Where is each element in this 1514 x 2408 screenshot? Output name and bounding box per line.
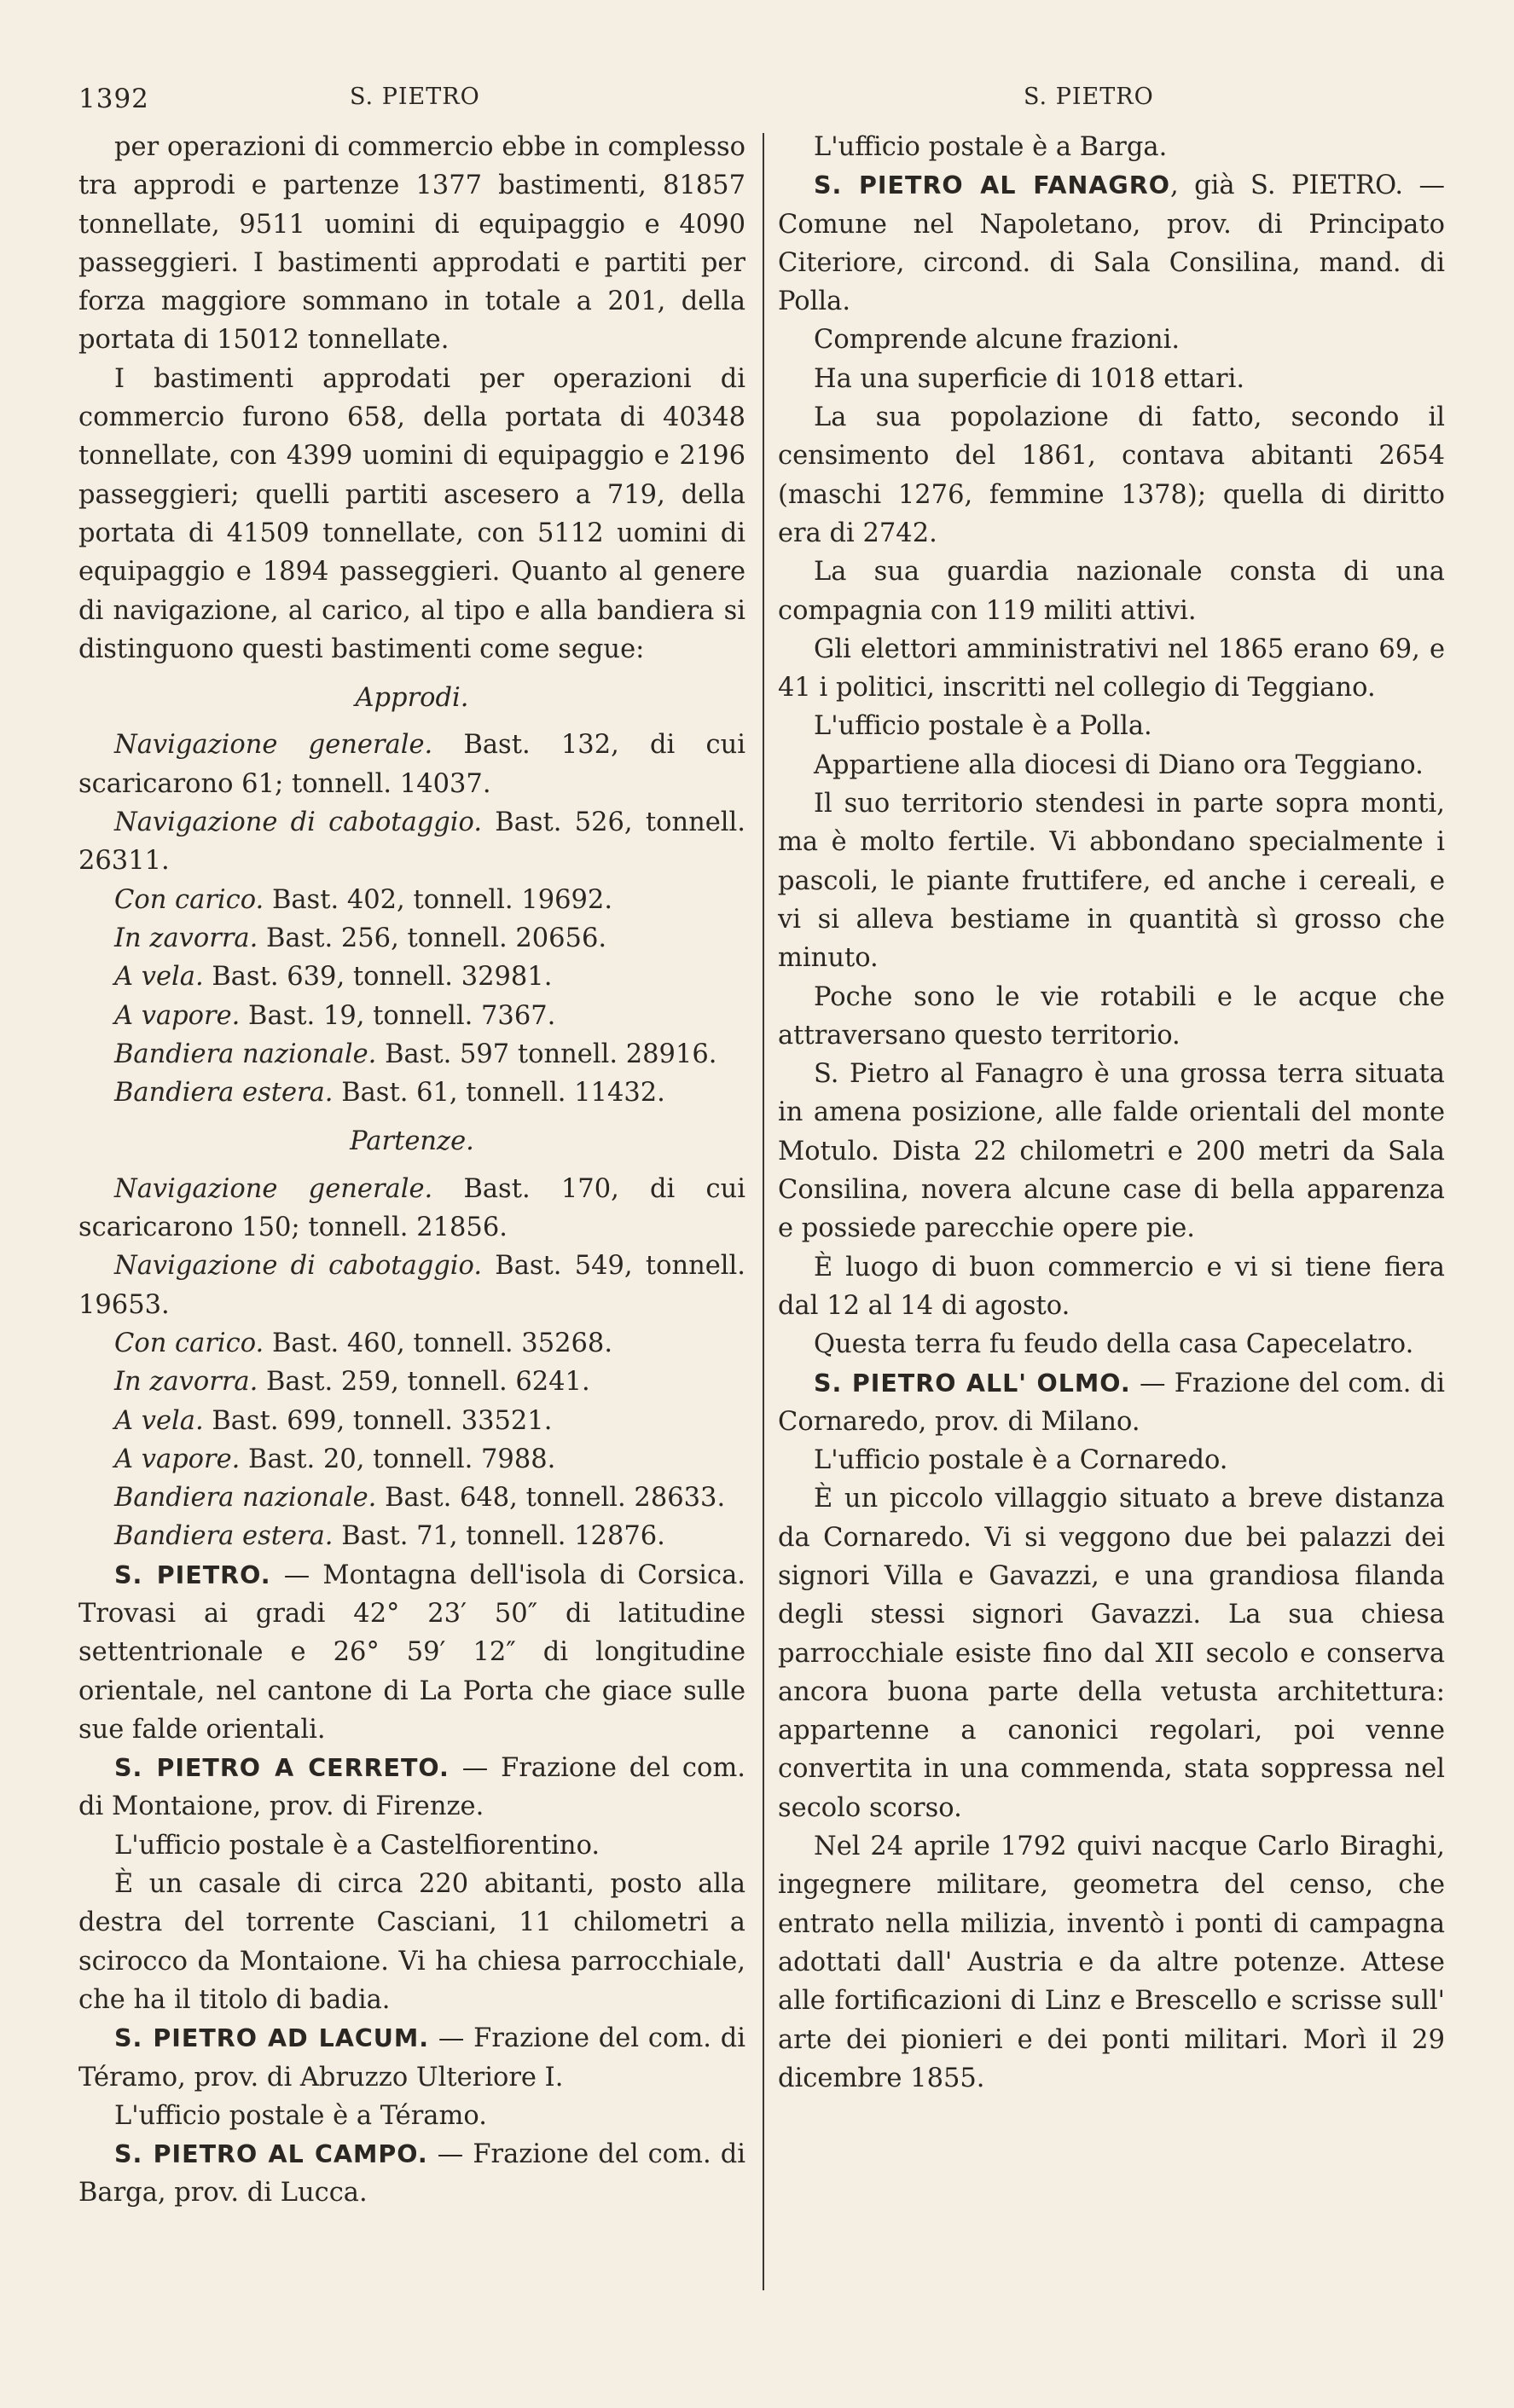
- paragraph-text: Questa terra fu feudo della casa Capecelatro.: [814, 1329, 1414, 1360]
- paragraph-text: La sua popolazione di fatto, secondo il censimento del 1861, contava abitanti 2654 (maschi 1276, femmine 1378); quella di diritto era di 2742.: [778, 402, 1445, 548]
- stat-label: Navigazione generale.: [114, 730, 433, 761]
- paragraph: [778, 784, 1445, 977]
- paragraph-text: — Frazione del com. di Montaione, prov. di Firenze.: [78, 1753, 745, 1822]
- stat-label: Bandiera nazionale.: [114, 1039, 377, 1069]
- stat-label: A vela.: [114, 1405, 204, 1436]
- paragraph-text: — Frazione del com. di Téramo, prov. di Abruzzo Ulteriore I.: [78, 2023, 745, 2093]
- entry-headword: S. PIETRO ALL' OLMO.: [814, 1369, 1131, 1398]
- paragraph-text: La sua guardia nazionale consta di una compagnia con 119 militi attivi.: [778, 557, 1445, 626]
- paragraph: [78, 1865, 745, 2019]
- paragraph-text: Appartiene alla diocesi di Diano ora Teggiano.: [814, 750, 1424, 780]
- stat-label: Con carico.: [114, 1328, 264, 1358]
- paragraph-text: Bast. 549, tonnell. 19653.: [78, 1251, 745, 1320]
- stat-label: Navigazione di cabotaggio.: [114, 1251, 483, 1282]
- paragraph-text: , già S. PIETRO. — Comune nel Napoletano, prov. di Principato Citeriore, circond. di Sala Consilina, mand. di Polla.: [778, 171, 1445, 317]
- paragraph: [778, 1479, 1445, 1827]
- paragraph: [78, 919, 745, 958]
- paragraph: [78, 360, 745, 669]
- paragraph: [78, 1170, 745, 1247]
- stat-label: A vapore.: [114, 1444, 241, 1474]
- stat-label: A vela.: [114, 962, 204, 993]
- paragraph-text: — Frazione del com. di Cornaredo, prov. di Milano.: [778, 1368, 1445, 1437]
- paragraph-text: L'ufficio postale è a Téramo.: [114, 2100, 487, 2131]
- paragraph: [778, 398, 1445, 553]
- paragraph: [78, 881, 745, 919]
- left-column: [78, 128, 745, 2213]
- entry-paragraph: [78, 1749, 745, 1826]
- paragraph-text: Bast. 256, tonnell. 20656.: [258, 923, 607, 953]
- section-title: Partenze.: [350, 1126, 474, 1157]
- paragraph-text: Bast. 170, di cui scaricarono 150; tonnell. 21856.: [78, 1173, 746, 1243]
- paragraph-text: L'ufficio postale è a Cornaredo.: [814, 1445, 1228, 1476]
- stat-label: Navigazione generale.: [114, 1173, 433, 1204]
- paragraph-text: Bast. 20, tonnell. 7988.: [240, 1444, 556, 1474]
- page-number: 1392: [78, 84, 149, 114]
- paragraph: [778, 630, 1445, 708]
- stat-label: In zavorra.: [114, 1367, 258, 1398]
- paragraph: [778, 1055, 1445, 1247]
- paragraph-text: Gli elettori amministrativi nel 1865 erano 69, e 41 i politici, inscritti nel collegio di Teggiano.: [778, 634, 1445, 703]
- paragraph-text: Bast. 71, tonnell. 12876.: [333, 1521, 665, 1552]
- paragraph-text: Bast. 259, tonnell. 6241.: [258, 1367, 590, 1398]
- paragraph-text: — Montagna dell'isola di Corsica. Trovasi ai gradi 42° 23′ 50″ di latitudine settentrionale e 26° 59′ 12″ di longitudine orientale, nel cantone di La Porta che giace sulle sue falde orientali.: [78, 1560, 745, 1745]
- entry-headword: S. PIETRO.: [114, 1560, 271, 1589]
- right-column: [778, 128, 1445, 2098]
- paragraph: [78, 1402, 745, 1440]
- entry-headword: S. PIETRO AL FANAGRO: [814, 171, 1170, 200]
- running-head-left: S. PIETRO: [350, 84, 480, 110]
- paragraph: [78, 958, 745, 996]
- paragraph-text: Ha una superficie di 1018 ettari.: [814, 363, 1245, 394]
- paragraph-text: È un piccolo villaggio situato a breve distanza da Cornaredo. Vi si veggono due bei palazzi dei signori Villa e Gavazzi, e una grandiosa filanda degli stessi signori Gavazzi. La sua chiesa parrocchiale esiste fino dal XII secolo e conserva ancora buona parte della vetusta architettura: appartenne a canonici regolari, poi venne convertita in una commenda, stata soppressa nel secolo scorso.: [778, 1484, 1445, 1823]
- paragraph: [778, 978, 1445, 1056]
- paragraph-text: Il suo territorio stendesi in parte sopra monti, ma è molto fertile. Vi abbondano specialmente i pascoli, le piante fruttifere, ed anche i cereali, e vi si alleva bestiame in quantità sì grosso che minuto.: [778, 789, 1445, 974]
- paragraph-text: Bast. 460, tonnell. 35268.: [264, 1328, 613, 1358]
- paragraph-text: S. Pietro al Fanagro è una grossa terra situata in amena posizione, alle falde orientali del monte Motulo. Dista 22 chilometri e 200 metri da Sala Consilina, novera alcune case di bella apparenza e possiede parecchie opere pie.: [778, 1059, 1445, 1244]
- paragraph-text: Bast. 402, tonnell. 19692.: [264, 884, 613, 915]
- paragraph-text: Bast. 597 tonnell. 28916.: [376, 1039, 717, 1069]
- section-title: Approdi.: [355, 683, 469, 714]
- entry-headword: S. PIETRO AL CAMPO.: [114, 2140, 428, 2169]
- paragraph-text: L'ufficio postale è a Castelfiorentino.: [114, 1830, 600, 1861]
- paragraph-text: L'ufficio postale è a Barga.: [814, 132, 1168, 162]
- paragraph-text: Poche sono le vie rotabili e le acque che attraversano questo territorio.: [778, 981, 1445, 1051]
- paragraph-text: Nel 24 aprile 1792 quivi nacque Carlo Biraghi, ingegnere militare, geometra del censo, che entrato nella milizia, inventò i ponti di campagna adottati dall' Austria e da altre potenze. Attese alle fortificazioni di Linz e Brescello e scrisse sull' arte dei pionieri e dei ponti militari. Morì il 29 dicembre 1855.: [778, 1832, 1445, 2093]
- entry-headword: S. PIETRO AD LACUM.: [114, 2024, 430, 2053]
- entry-paragraph: [778, 166, 1445, 321]
- stat-label: Bandiera estera.: [114, 1078, 334, 1108]
- paragraph-text: per operazioni di commercio ebbe in complesso tra approdi e partenze 1377 bastimenti, 81857 tonnellate, 9511 uomini di equipaggio e 4090 passeggieri. I bastimenti approdati e partiti per forza maggiore sommano in totale a 201, della portata di 15012 tonnellate.: [78, 132, 745, 356]
- paragraph: [778, 1827, 1445, 2098]
- paragraph-text: È luogo di buon commercio e vi si tiene fiera dal 12 al 14 di agosto.: [778, 1252, 1445, 1321]
- paragraph: [778, 1325, 1445, 1363]
- paragraph: [78, 1517, 745, 1555]
- paragraph-text: Bast. 699, tonnell. 33521.: [203, 1405, 553, 1436]
- paragraph: [778, 321, 1445, 359]
- paragraph: [78, 726, 745, 803]
- paragraph: [78, 1247, 745, 1324]
- stat-label: In zavorra.: [114, 923, 258, 953]
- entry-headword: S. PIETRO A CERRETO.: [114, 1754, 450, 1783]
- paragraph-text: Bast. 61, tonnell. 11432.: [333, 1078, 665, 1108]
- paragraph-text: Bast. 639, tonnell. 32981.: [203, 962, 553, 993]
- paragraph-text: — Frazione del com. di Barga, prov. di Lucca.: [78, 2139, 746, 2208]
- paragraph-text: Comprende alcune frazioni.: [814, 325, 1180, 356]
- paragraph: [78, 1440, 745, 1479]
- paragraph: [78, 997, 745, 1035]
- paragraph: [778, 128, 1445, 166]
- paragraph-text: L'ufficio postale è a Polla.: [814, 711, 1152, 742]
- paragraph-text: Bast. 648, tonnell. 28633.: [376, 1483, 726, 1514]
- paragraph-text: Bast. 526, tonnell. 26311.: [78, 807, 745, 877]
- paragraph: [778, 360, 1445, 398]
- paragraph: [78, 128, 745, 360]
- column-divider: [763, 133, 764, 2290]
- paragraph-text: È un casale di circa 220 abitanti, posto alla destra del torrente Casciani, 11 chilometri a scirocco da Montaione. Vi ha chiesa parrocchiale, che ha il titolo di badia.: [78, 1869, 745, 2015]
- stat-label: A vapore.: [114, 1000, 241, 1031]
- paragraph: [78, 1363, 745, 1401]
- entry-paragraph: [78, 2019, 745, 2097]
- paragraph: [778, 746, 1445, 784]
- paragraph-text: Bast. 132, di cui scaricarono 61; tonnell. 14037.: [78, 730, 746, 799]
- paragraph: [78, 2097, 745, 2135]
- stat-label: Navigazione di cabotaggio.: [114, 807, 483, 838]
- stat-label: Bandiera estera.: [114, 1521, 334, 1552]
- entry-paragraph: [778, 1364, 1445, 1442]
- stat-label: Con carico.: [114, 884, 264, 915]
- paragraph: [78, 803, 745, 881]
- paragraph: [78, 1826, 745, 1865]
- paragraph-text: Bast. 19, tonnell. 7367.: [240, 1000, 556, 1031]
- paragraph: [778, 553, 1445, 630]
- paragraph: [778, 1441, 1445, 1479]
- entry-paragraph: [78, 2135, 745, 2213]
- paragraph: [778, 707, 1445, 745]
- stat-label: Bandiera nazionale.: [114, 1483, 377, 1514]
- paragraph: [78, 1324, 745, 1363]
- paragraph: [778, 1248, 1445, 1326]
- paragraph: [78, 1035, 745, 1074]
- paragraph-text: I bastimenti approdati per operazioni di commercio furono 658, della portata di 40348 tonnellate, con 4399 uomini di equipaggio e 2196 passeggieri; quelli partiti ascesero a 719, della portata di 41509 tonnellate, con 5112 uomini di equipaggio e 1894 passeggieri. Quanto al genere di navigazione, al carico, al tipo e alla bandiera si distinguono questi bastimenti come segue:: [78, 363, 745, 664]
- paragraph: [78, 1479, 745, 1517]
- entry-paragraph: [78, 1556, 745, 1749]
- running-head-right: S. PIETRO: [1024, 84, 1154, 110]
- paragraph: [78, 1074, 745, 1112]
